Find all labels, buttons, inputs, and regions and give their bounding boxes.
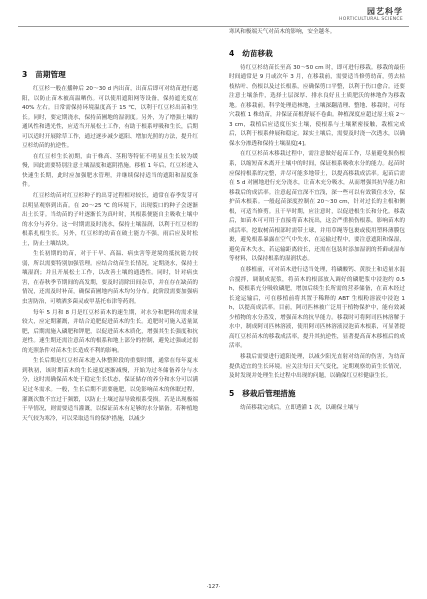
section-title: 苗期管理 [35, 70, 66, 79]
section-heading-5 [229, 388, 405, 399]
running-header [339, 6, 403, 22]
section-heading-4 [229, 48, 405, 59]
section-heading-3 [22, 69, 198, 80]
section-number: 4 [229, 48, 235, 58]
paragraph-continuation: 寒风和极端天气对苗木的影响，安全越冬。 [229, 29, 336, 35]
paragraph: 在移植前，可对苗木进行适当处理，将磷酸钙、黄胶土和适量水混合搅拌，调制成泥浆，将苗木的根部放入调好的磷肥浆中浸泡约 0.5 h，使根系充分吸收磷肥，增加后续生长所需的营养储备，在苗木经过长途运输后，可在移植前将其置于稀释的 ABT 生根粉溶液中浸泡 1 h，以提高成活率。目前，阿司匹林被广泛用于植物保护中，能有效减少植物的水分蒸发，增强苗木的抗旱能力。移栽时可将阿司匹林溶解于水中，制成阿司匹林溶液，使用阿司匹林溶液浸泡苗木根系，可显著提高红豆杉苗木的移栽成活率，提升其抗逆性，显著提高苗木移植后的成活率。 [229, 267, 405, 350]
paragraph: 移栽后需要进行遮阳处理，以减少阳光直射对幼苗的伤害，为幼苗提供适宜的生长环境。应关注每日天气变化，定期观察幼苗生长情况，及时发现并处理生长过程中出现的问题，以确保红豆杉健康生长。 [229, 353, 405, 380]
left-column [22, 67, 198, 425]
journal-title: 园艺科学 [367, 7, 403, 16]
journal-subtitle: HORTICULTURAL SCIENCE [339, 17, 403, 22]
page-number: ·127· [206, 584, 221, 590]
paragraph: 红豆杉幼苗对红豆杉种子的出芽过程相对较长，通常在春季发芽可以明显观察到出苗。在 20～25 ℃ 的环境下，出现裂口的种子会逐渐出土长芽。当幼苗的子叶逐渐长为真叶时，其根系便能自主吸收土壤中的水分与养分。这一时期需及时浇水，保持土壤湿润，以利于红豆杉的根系扎根生长。另外，红豆杉的幼苗在破土能力不强，雨后应及时松土，防止土壤结块。 [22, 193, 198, 247]
section-number: 5 [229, 388, 235, 398]
paragraph: 在红豆杉生长初期，由于株高、茎粗等特征不明显且生长较为缓慢，因此需要特别注意土壤湿度和遮阴措施。移植 1 年后，红豆杉进入快速生长期，此时应加强肥水管理，并继续保持适当的遮阳和湿度条件。 [22, 153, 198, 189]
header-rule [18, 26, 409, 27]
paragraph: 幼苗移栽完成后，立即透灌 1 次，以确保土壤与 [240, 404, 359, 411]
section-title: 幼苗移栽 [242, 48, 273, 58]
paragraph: 红豆杉一般在播种后 20～30 d 内出苗，出苗后即可对幼苗进行遮阳，以防止苗木被高温晒伤。可以使用遮阳网等设备，保持遮光度在 40% 左右。日常需保持环境温度高于 15 ℃，以利于红豆杉出苗和生长。同时，要定期浇水，保持苗圃地的湿润度。另外，为了增强土壤的通风性和透光性，应适当开展松土工作，有助于根系呼吸和生长，后期可以适时开展除草工作，通过逐步减少遮阳、增加光照的方法，提升红豆杉幼苗的抗逆性。 [22, 86, 198, 150]
section-number: 3 [22, 70, 28, 79]
paragraph: 每年 5 月和 8 月是红豆杉苗木的速生期，对水分和肥料的需求量较大，应定期灌溉，并结合追肥促进苗木的生长。追肥时可施入适量氮肥，后期需施入磷肥和钾肥，以促进苗木木质化，增强其生长强度和抗逆性。速生期还需注意苗木的根系和地上部分的控制，避免过强或过弱的光照条件对苗木生长造成不利的影响。 [22, 309, 198, 354]
right-column [229, 28, 405, 414]
paragraph: 在红豆杉苗木移栽过程中，需注意做好起苗工作，尽量避免损伤根系，以缩短苗木离开土壤中的时间，保证根系吸收水分的能力。起苗时应保持根系的完整，并尽可能多地带土，以提高移栽成活率。起苗后需在 5 d 对圃地进行充分浇水，让苗木充分吸水，从而增强其抗旱能力和移栽后的成活率。注意起苗宜深不宜浅，深一些可以有效锁住水分，保护苗木根系。一般起苗深度控制在 20～30 cm，针对过长的主根和侧根，可适当修剪。且干旱时期，应注意时，以促进根生长和分化。移栽后，如苗木可可用于直接将苗木抚出，这会严重损伤根系，影响苗木的成活率。挖取树苗根部时需带土球，并用草绳等包裹或使用塑料薄膜包裹，避免根系暴露在空气中失水，在运输过程中，要注意遮阳和保湿，避免苗木失水，若运输距离较长，还需在包装时添加湿润的苔藓或湿布等材料，以保持根系的湿润状态。 [229, 151, 405, 263]
section-title: 移栽后管理措施 [242, 388, 296, 398]
paragraph: 生长初期的幼苗，对于干旱、高温、病虫害等逆境的抵抗能力较弱，所以需要特别加强管理。应结合幼苗生长情况，定期浇水，保持土壤湿润；并且开展松土工作，以改善土壤的通透性。同时，针对病虫害，在春秋季节期间的高发期，要及时清除田间杂草，并在存在缺苗的情况，还需及时补苗，确保苗圃地内苗木均匀分布。此阶段需要加强病虫害防治，可喷洒多菌灵或甲基托布津等药剂。 [22, 251, 198, 306]
paragraph: 生长后期是红豆杉苗木进入休整阶段的重要时期，通常在每年夏末到秋初，该时期苗木的生长速度逐渐减慢，开始为过冬储备养分与水分，这时需确保苗木处于稳定生长状态，保证储存的养分和水分可以满足过冬需求。一般，生长后期不需要施肥，以免影响苗木的休眠过程，灌溉次数不宜过于频繁，以防止土壤过湿导致根系受损。若是出现极端干旱情况，则需要适当灌溉，以保证苗木有足够的水分储备。若种植地天气较为寒冷，可以采取适当的保护措施，以减少 [22, 358, 198, 422]
paragraph: 待红豆杉幼苗长至高 30～50 cm 时，即可进行移栽。移栽的最佳时间通常是 9 月或次年 3 月，在移栽前，需要适当修剪幼苗，剪去枯枝枯叶、伤根以及过长根系，应确保剪口平整，以利于伤口愈合。还要注意土壤条件，选择土层深厚、排水良好且土质肥沃的林地作为移栽地。在移栽前，科学处理造林地，土壤深翻清理、整地、移栽时，可每穴栽植 1 株幼苗，并保证苗根舒展不卷曲。种植深度应超过原土痕 2～3 cm，栽植后应适度压实土壤，使根系与土壤紧密接触，栽植完成后，以利于根系伸展和稳定。踩实土壤后，需要及时浇一次透水，以确保水分渗透和保持土壤湿度[4]。 [229, 64, 405, 147]
